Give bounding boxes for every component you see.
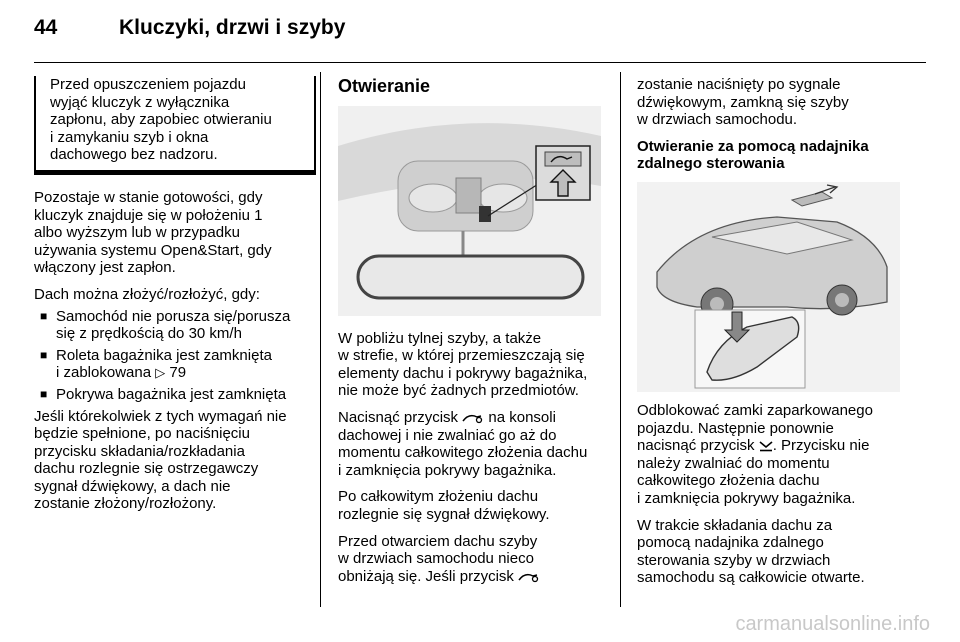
remote-control-illustration <box>637 182 900 392</box>
paragraph: Nacisnąć przycisk na konsoli dachowej i nie zwalniać go aż do momentu całkowitego złożenia dachu i zamknięcia pokrywy bagażnika. <box>338 408 588 479</box>
list-item: ■ Samochód nie porusza się/porusza się z prędkością do 30 km/h <box>34 308 309 343</box>
watermark: carmanualsonline.info <box>735 613 930 635</box>
page-number: 44 <box>34 16 58 39</box>
paragraph: Przed otwarciem dachu szyby w drzwiach samochodu nieco obniżają się. Jeśli przycisk <box>338 533 606 586</box>
paragraph: Odblokować zamki zaparkowanego pojazdu. Następnie ponownie nacisnąć przycisk . Przycisku nie należy zwalniać do momentu całkowitego złożenia dachu i zamknięcia pokrywy bagażnika. <box>637 401 873 507</box>
page-reference-link[interactable]: 79 <box>169 364 187 382</box>
paragraph: zostanie naciśnięty po sygnale dźwiękowym, zamkną się szyby w drzwiach samochodu. <box>637 76 849 129</box>
roof-remote-icon <box>759 440 773 452</box>
section-title: Otwieranie <box>338 76 431 96</box>
column-left <box>34 76 309 522</box>
list-item: ■ Roleta bagażnika jest zamknięta i zablokowana ▷ 79 <box>34 347 309 382</box>
sub-title: Otwieranie za pomocą nadajnika zdalnego sterowania <box>637 137 869 173</box>
paragraph: W pobliżu tylnej szyby, a także w strefie, w której przemieszczają się elementy dachu i pokrywy bagażnika, nie może być żadnych przedmiotów. <box>338 329 588 400</box>
column-middle <box>338 76 606 594</box>
warning-text: Przed opuszczeniem pojazdu wyjąć kluczyk z wyłącznika zapłonu, aby zapobiec otwieraniu i zamykaniu szyb i okna dachowego bez nadzoru. <box>50 76 272 164</box>
header-rule <box>34 62 926 63</box>
paragraph: Po całkowitym złożeniu dachu rozlegnie się sygnał dźwiękowy. <box>338 488 550 523</box>
paragraph: Dach można złożyć/rozłożyć, gdy: <box>34 285 260 303</box>
conditions-list <box>34 308 309 404</box>
paragraph: W trakcie składania dachu za pomocą nadajnika zdalnego sterowania szyby w drzwiach samochodu są całkowicie otwarte. <box>637 516 865 587</box>
roof-console-illustration <box>338 106 601 316</box>
paragraph: Jeśli którekolwiek z tych wymagań nie będzie spełnione, po naciśnięciu przycisku składania/rozkładania dachu rozlegnie się ostrzegawczy sygnał dźwiękowy, a dach nie zostanie złożony/rozłożony. <box>34 407 287 513</box>
paragraph: Pozostaje w stanie gotowości, gdy kluczyk znajduje się w położeniu 1 albo wyższym lub w przypadku używania systemu Open&Start, gdy włączony jest zapłon. <box>34 188 272 277</box>
warning-box <box>34 76 316 175</box>
roof-open-icon <box>518 571 540 583</box>
column-divider <box>320 72 321 607</box>
roof-open-icon <box>462 412 484 424</box>
column-right <box>637 76 909 596</box>
list-item: ■ Pokrywa bagażnika jest zamknięta <box>34 386 309 404</box>
column-divider <box>620 72 621 607</box>
page-title: Kluczyki, drzwi i szyby <box>119 16 346 39</box>
page-reference-icon: ▷ <box>155 365 166 381</box>
